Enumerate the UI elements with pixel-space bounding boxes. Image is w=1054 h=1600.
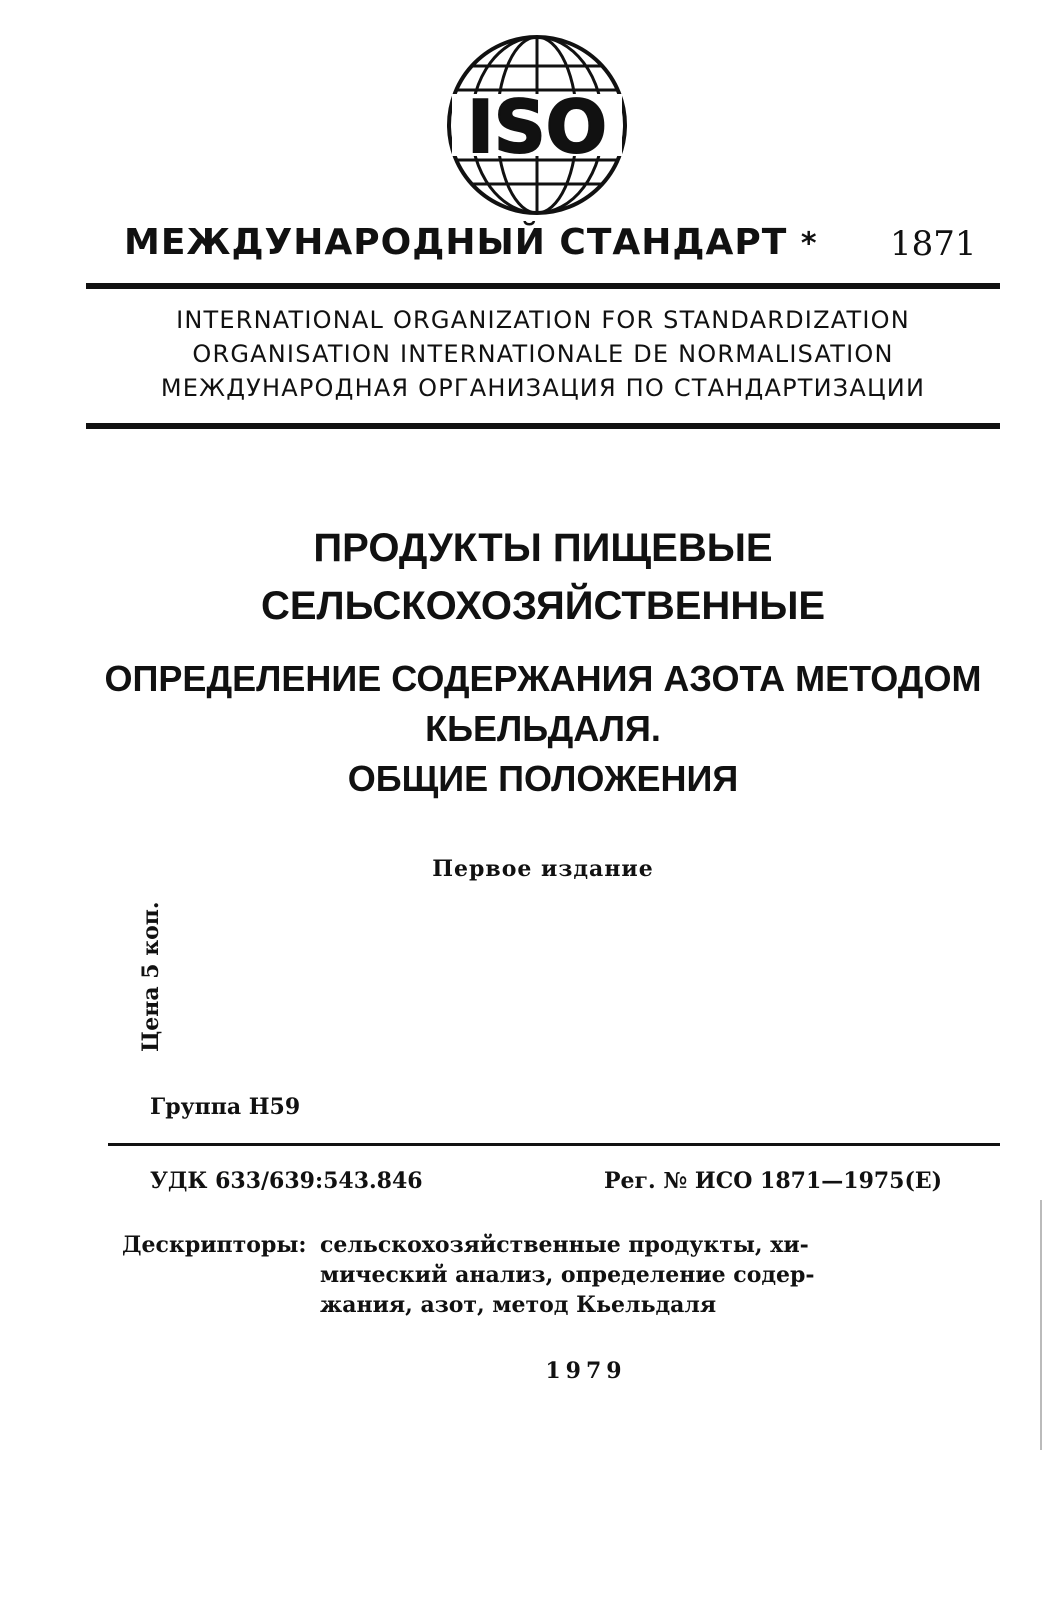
registration-number: Рег. № ИСО 1871—1975(Е) — [604, 1168, 943, 1194]
org-name-english: INTERNATIONAL ORGANIZATION FOR STANDARDIZATION — [176, 306, 910, 334]
page-edge-shadow — [1040, 1200, 1042, 1450]
document-subtitle-line-2: КЬЕЛЬДАЛЯ. — [425, 708, 661, 749]
org-name-french: ORGANISATION INTERNATIONALE DE NORMALISATION — [192, 340, 894, 368]
asterisk-marker: * — [800, 226, 818, 262]
group-code: Группа Н59 — [150, 1094, 301, 1120]
page-title — [124, 222, 818, 263]
top-rule — [86, 283, 1000, 289]
document-title-line-1: ПРОДУКТЫ ПИЩЕВЫЕ — [313, 526, 773, 570]
descriptors-label: Дескрипторы: — [122, 1232, 307, 1258]
document-subtitle-line-1: ОПРЕДЕЛЕНИЕ СОДЕРЖАНИЯ АЗОТА МЕТОДОМ — [104, 658, 982, 699]
publication-year: 1979 — [545, 1358, 627, 1384]
descriptors-line-3: жания, азот, метод Кьельдаля — [320, 1292, 717, 1318]
middle-rule — [86, 423, 1000, 429]
document-subtitle-line-3: ОБЩИЕ ПОЛОЖЕНИЯ — [347, 758, 739, 799]
document-title-line-2: СЕЛЬСКОХОЗЯЙСТВЕННЫЕ — [260, 584, 826, 628]
bottom-rule — [108, 1143, 1000, 1146]
descriptors-line-2: мический анализ, определение содер- — [320, 1262, 815, 1288]
standard-number: 1871 — [890, 224, 977, 264]
descriptors-line-1: сельскохозяйственные продукты, хи- — [320, 1232, 809, 1258]
edition-label: Первое издание — [432, 856, 654, 882]
udc-code: УДК 633/639:543.846 — [150, 1168, 423, 1194]
org-name-russian: МЕЖДУНАРОДНАЯ ОРГАНИЗАЦИЯ ПО СТАНДАРТИЗАЦИИ — [160, 374, 926, 402]
price-label: Цена 5 коп. — [138, 901, 164, 1052]
standard-title: МЕЖДУНАРОДНЫЙ СТАНДАРТ — [124, 222, 788, 263]
iso-logo-text: ISO — [467, 85, 607, 169]
iso-globe-logo — [444, 32, 630, 218]
